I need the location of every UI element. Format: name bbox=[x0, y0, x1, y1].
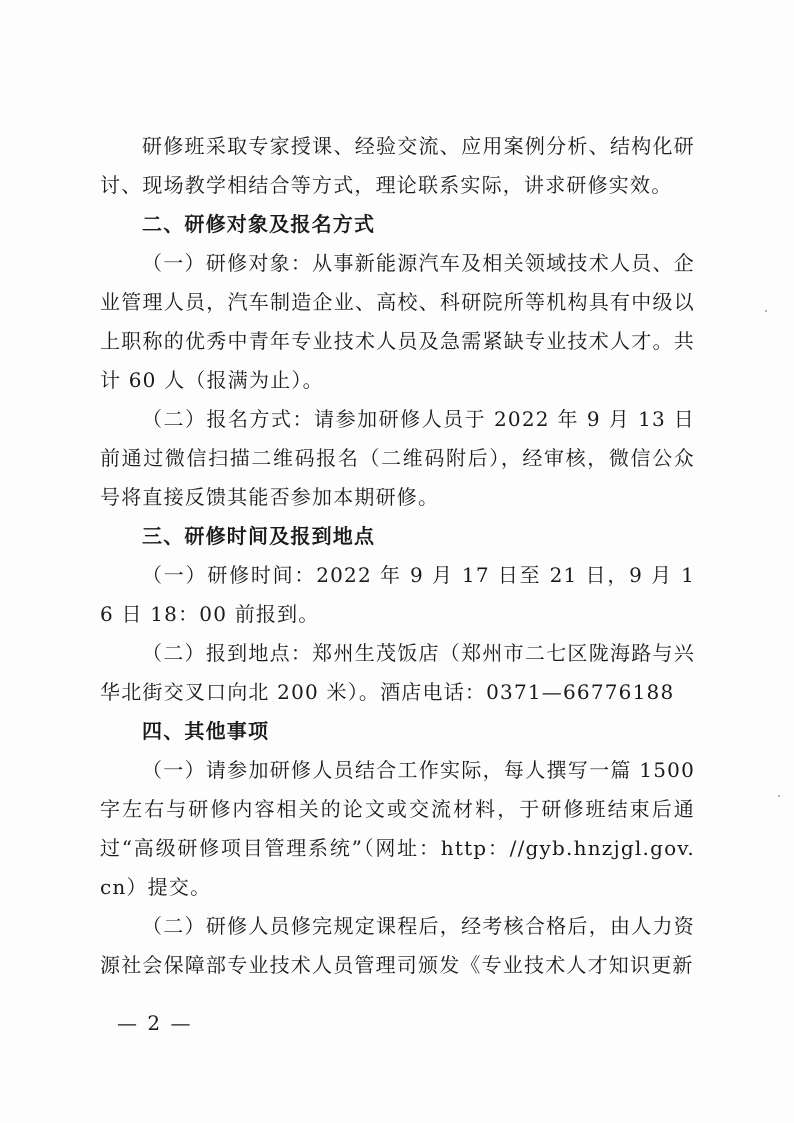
scan-speck bbox=[778, 795, 780, 797]
paragraph-certificate: （二）研修人员修完规定课程后，经考核合格后，由人力资源社会保障部专业技术人员管理司颁发《专业技术人才知识更新 bbox=[100, 914, 695, 977]
section-heading-other-matters: 四、其他事项 bbox=[142, 719, 270, 743]
scan-speck bbox=[765, 310, 767, 312]
paragraph-paper-submission: （一）请参加研修人员结合工作实际，每人撰写一篇 1500 字左右与研修内容相关的论文或交流材料，于研修班结束后通过“高级研修项目管理系统”（网址：http：//gyb.hnzjgl.gov.cn）提交。 bbox=[100, 758, 695, 899]
paragraph-participants: （一）研修对象：从事新能源汽车及相关领域技术人员、企业管理人员，汽车制造企业、高校、科研院所等机构具有中级以上职称的优秀中青年专业技术人员及急需紧缺专业技术人才。共计 60 人（报满为止）。 bbox=[100, 251, 695, 392]
paragraph-check-in-location: （二）报到地点：郑州生茂饭店（郑州市二七区陇海路与兴华北街交叉口向北 200 米）。酒店电话：0371—66776188 bbox=[100, 641, 695, 704]
section-heading-participants: 二、研修对象及报名方式 bbox=[142, 212, 376, 236]
paragraph-registration-method: （二）报名方式：请参加研修人员于 2022 年 9 月 13 日前通过微信扫描二维码报名（二维码附后），经审核，微信公众号将直接反馈其能否参加本期研修。 bbox=[100, 407, 695, 509]
paragraph-training-time: （一）研修时间：2022 年 9 月 17 日至 21 日，9 月 16 日 18：00 前报到。 bbox=[100, 563, 695, 626]
paragraph-teaching-methods: 研修班采取专家授课、经验交流、应用案例分析、结构化研讨、现场教学相结合等方式，理论联系实际，讲求研修实效。 bbox=[100, 134, 695, 197]
page-number: — 2 — bbox=[117, 1011, 193, 1035]
document-body bbox=[100, 127, 695, 985]
section-heading-time-location: 三、研修时间及报到地点 bbox=[142, 524, 376, 548]
